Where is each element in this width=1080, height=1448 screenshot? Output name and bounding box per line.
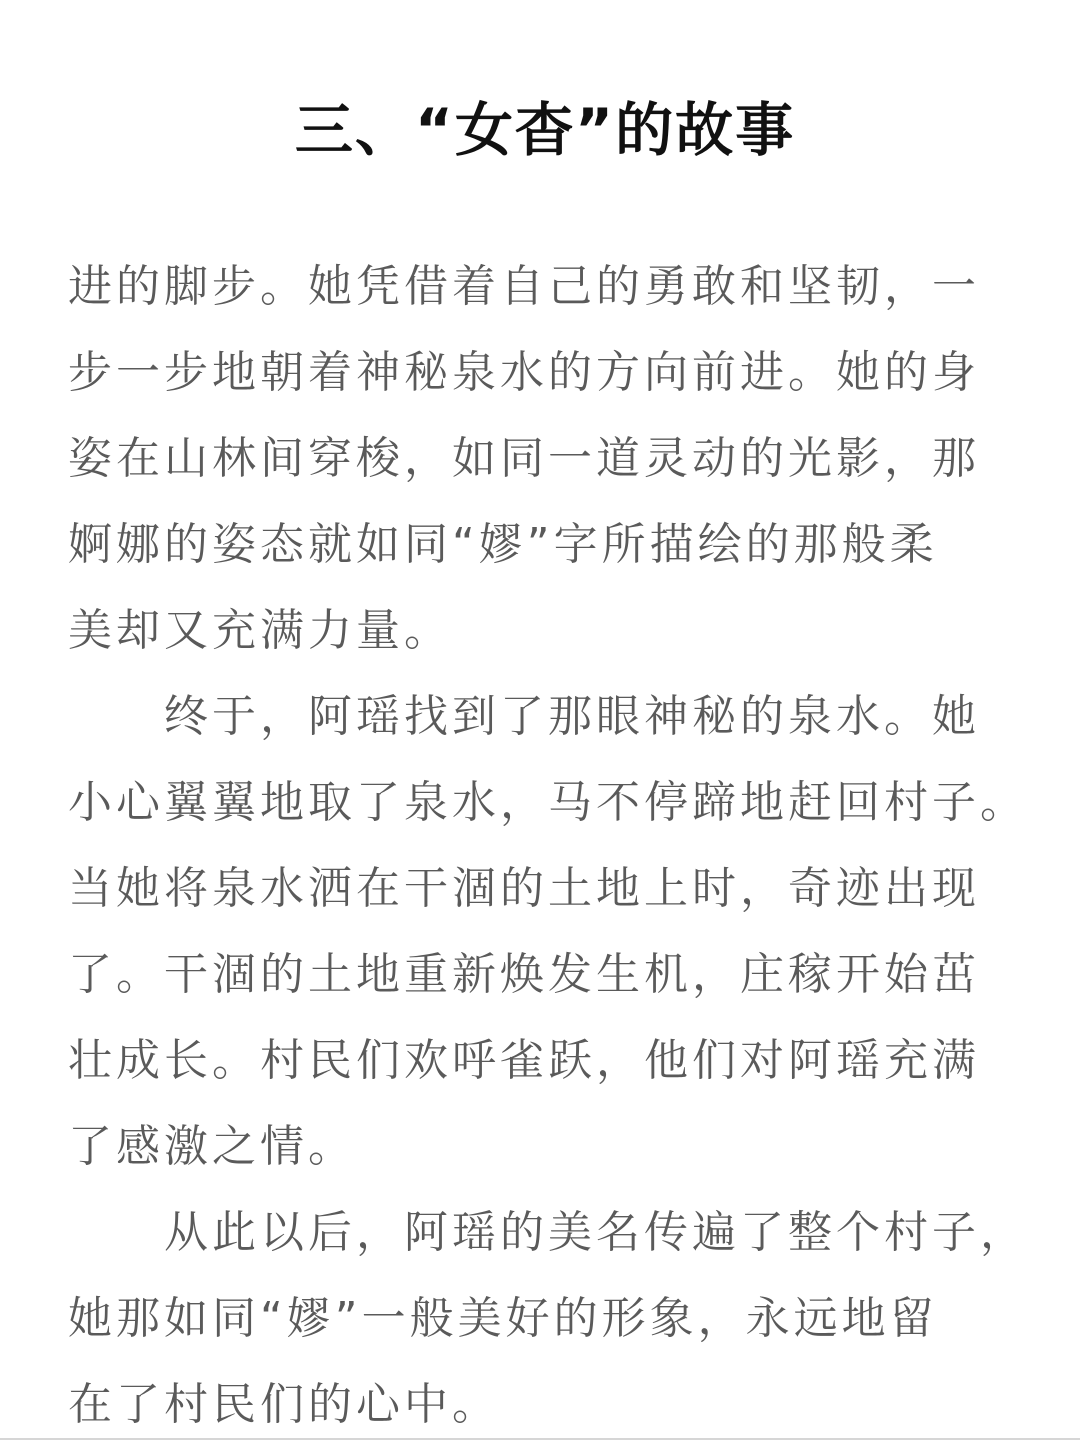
text-line: 壮成长。村民们欢呼雀跃，他们对阿瑶充满 xyxy=(68,1035,980,1086)
text-line: 从此以后，阿瑶的美名传遍了整个村子， xyxy=(68,1207,1028,1258)
text-line: 终于，阿瑶找到了那眼神秘的泉水。她 xyxy=(68,691,980,742)
text-line: 婀娜的姿态就如同“嫪”字所描绘的那般柔 xyxy=(68,519,938,570)
text-line: 当她将泉水洒在干涸的土地上时，奇迹出现 xyxy=(68,863,980,914)
text-line: 步一步地朝着神秘泉水的方向前进。她的身 xyxy=(68,347,980,398)
chapter-title: 三、“女杳”的故事 xyxy=(294,96,796,164)
text-line: 了感激之情。 xyxy=(68,1121,356,1172)
text-line: 小心翼翼地取了泉水，马不停蹄地赶回村子。 xyxy=(68,777,1028,828)
story-body xyxy=(68,244,1028,1448)
text-line: 了。干涸的土地重新焕发生机，庄稼开始茁 xyxy=(68,949,980,1000)
text-line: 姿在山林间穿梭，如同一道灵动的光影，那 xyxy=(68,433,980,484)
text-line: 她那如同“嫪”一般美好的形象，永远地留 xyxy=(68,1293,938,1344)
text-line: 美却又充满力量。 xyxy=(68,605,452,656)
text-line: 在了村民们的心中。 xyxy=(68,1379,500,1430)
text-line: 进的脚步。她凭借着自己的勇敢和坚韧，一 xyxy=(68,261,980,312)
